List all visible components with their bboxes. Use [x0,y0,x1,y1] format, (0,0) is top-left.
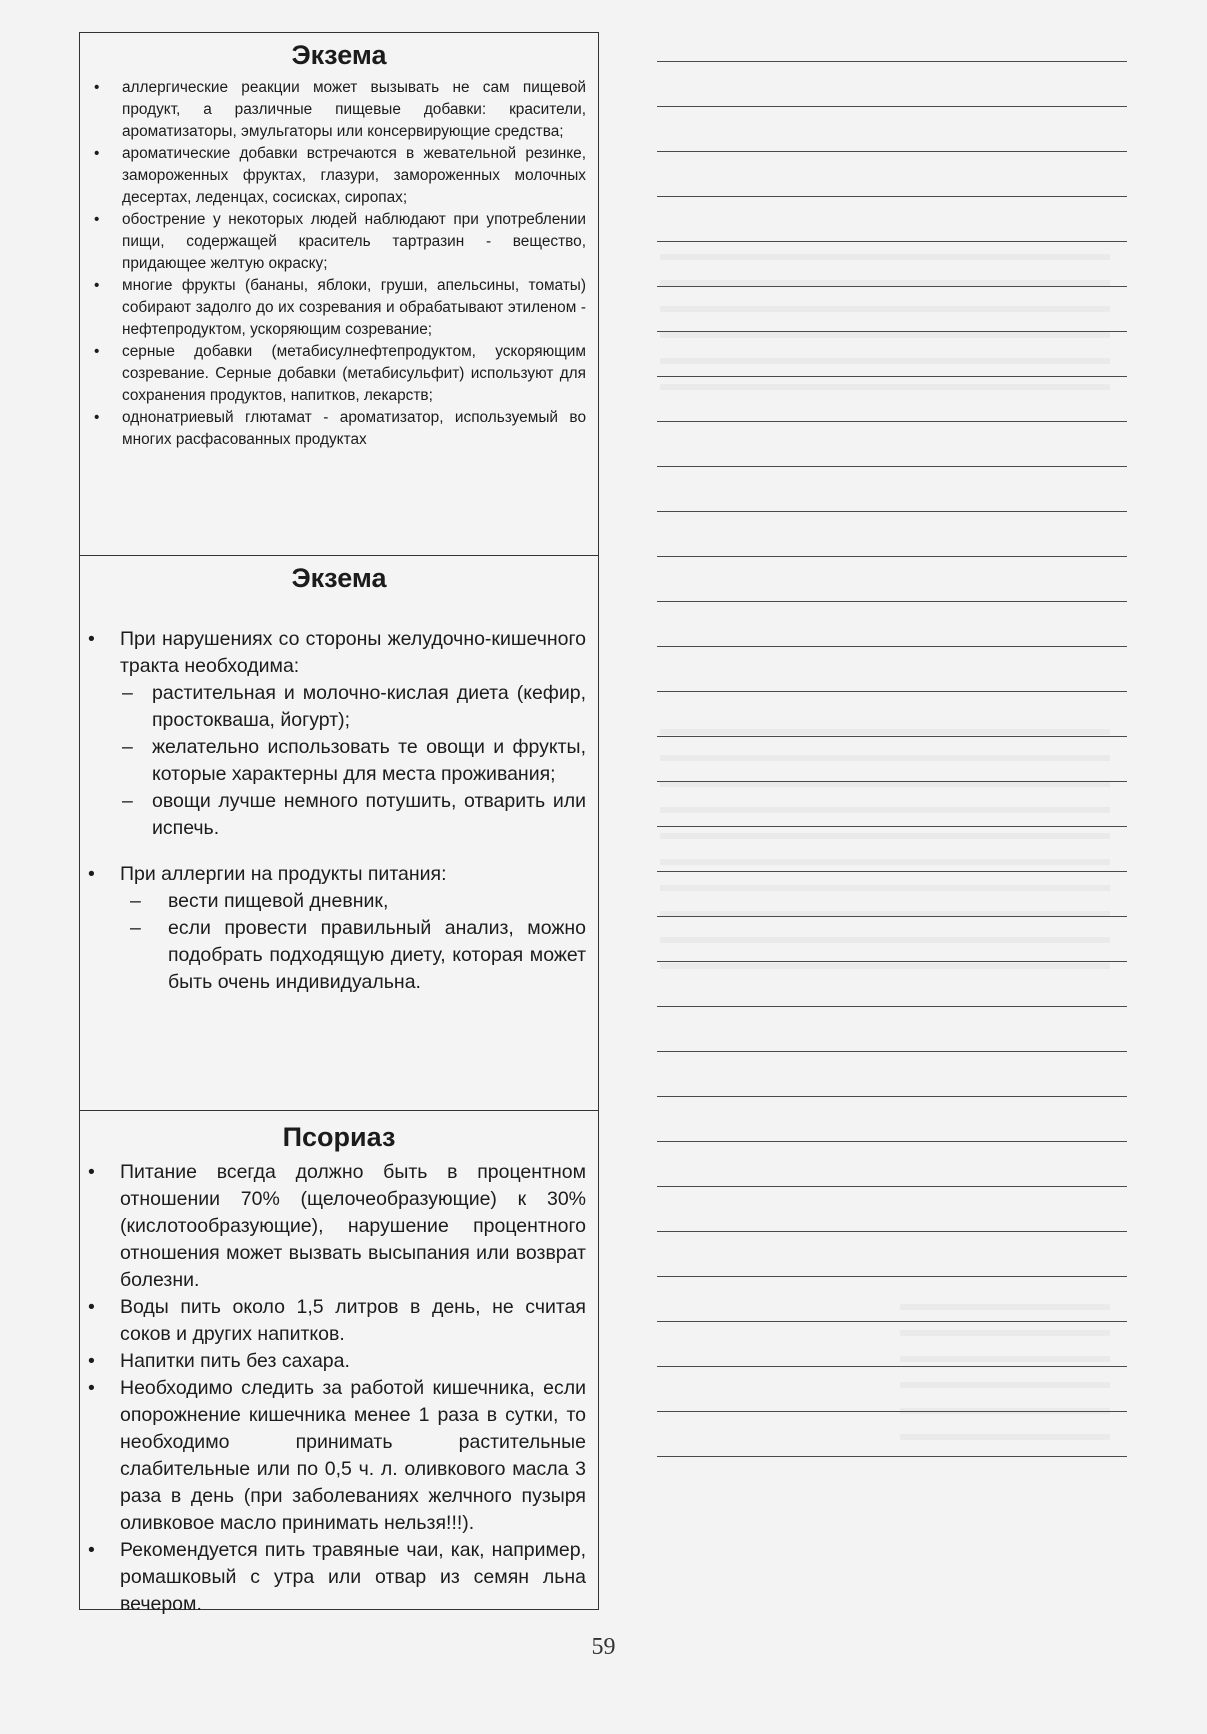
writing-line [657,1456,1127,1457]
writing-line [657,1096,1127,1097]
list-item: • обострение у некоторых людей наблюдают при употреблении пищи, содержащей краситель тартразин - вещество, придающее желтую окраску; [122,209,586,275]
bullet-list [80,626,598,996]
writing-line [657,1276,1127,1277]
writing-line [657,1366,1127,1367]
writing-line [657,1051,1127,1052]
section-title: Псориаз [282,1122,396,1152]
writing-line [657,61,1127,62]
list-item: • многие фрукты (бананы, яблоки, груши, апельсины, томаты) собирают задолго до их созревания и обрабатывают этиленом - нефтепродуктом, ускоряющим созревание; [122,275,586,341]
list-item [120,861,586,996]
writing-line [657,331,1127,332]
dash-item: – желательно использовать те овощи и фрукты, которые характерны для места проживания; [152,734,586,788]
bullet-list [80,77,598,451]
writing-line [657,1231,1127,1232]
section-eczema-diet [80,555,598,1110]
list-item: • однонатриевый глютамат - ароматизатор, используемый во многих расфасованных продуктах [122,407,586,451]
notes-box [79,32,599,1615]
section-title: Экзема [291,563,387,593]
writing-line [657,871,1127,872]
writing-line [657,601,1127,602]
dash-item: – если провести правильный анализ, можно подобрать подходящую диету, которая может быть очень индивидуальна. [168,915,586,996]
list-item-text: При нарушениях со стороны желудочно-кишечного тракта необходима: [120,628,586,677]
writing-line [657,961,1127,962]
writing-line [657,736,1127,737]
list-item: • ароматические добавки встречаются в жевательной резинке, замороженных фруктах, глазури, замороженных молочных десертах, леденцах, сосисках, сиропах; [122,143,586,209]
dash-list [120,888,586,996]
dash-item: – овощи лучше немного потушить, отварить или испечь. [152,788,586,842]
list-item [120,626,586,842]
writing-line [657,1411,1127,1412]
writing-line [657,421,1127,422]
section-title: Экзема [291,40,387,70]
dash-item: – вести пищевой дневник, [168,888,586,915]
writing-line [657,781,1127,782]
section-eczema-additives [80,33,598,555]
section-psoriasis [80,1110,598,1615]
page-number: 59 [591,1634,616,1660]
dash-list [120,680,586,842]
writing-line [657,1186,1127,1187]
list-item: • аллергические реакции может вызывать не сам пищевой продукт, а различные пищевые добавки: красители, ароматизаторы, эмульгаторы или консервирующие средства; [122,77,586,143]
writing-line [657,511,1127,512]
writing-line [657,646,1127,647]
writing-line [657,286,1127,287]
writing-line [657,106,1127,107]
list-item: • серные добавки (метабисулнефтепродуктом, ускоряющим созревание. Серные добавки (метабисульфит) используют для сохранения продуктов, напитков, лекарств; [122,341,586,407]
writing-line [657,556,1127,557]
list-item: • Воды пить около 1,5 литров в день, не считая соков и других напитков. [120,1294,586,1348]
writing-line [657,151,1127,152]
list-item: • Напитки пить без сахара. [120,1348,586,1375]
list-item: • Необходимо следить за работой кишечника, если опорожнение кишечника менее 1 раза в сутки, то необходимо принимать растительные слабительные или по 0,5 ч. л. оливкового масла 3 раза в день (при заболеваниях желчного пузыря оливковое масло принимать нельзя!!!). [120,1375,586,1537]
writing-line [657,1321,1127,1322]
list-item: • Рекомендуется пить травяные чаи, как, например, ромашковый с утра или отвар из семян льна вечером. [120,1537,586,1618]
writing-line [657,916,1127,917]
list-item-text: При аллергии на продукты питания: [120,863,447,885]
writing-line [657,1141,1127,1142]
writing-line [657,466,1127,467]
bullet-list [80,1159,598,1618]
writing-line [657,376,1127,377]
list-item: • Питание всегда должно быть в процентном отношении 70% (щелочеобразующие) к 30% (кислотообразующие), нарушение процентного отношения может вызвать высыпания или возврат болезни. [120,1159,586,1294]
writing-lines [657,0,1127,1734]
dash-item: – растительная и молочно-кислая диета (кефир, простокваша, йогурт); [152,680,586,734]
writing-line [657,826,1127,827]
writing-line [657,1006,1127,1007]
writing-line [657,691,1127,692]
writing-line [657,241,1127,242]
writing-line [657,196,1127,197]
